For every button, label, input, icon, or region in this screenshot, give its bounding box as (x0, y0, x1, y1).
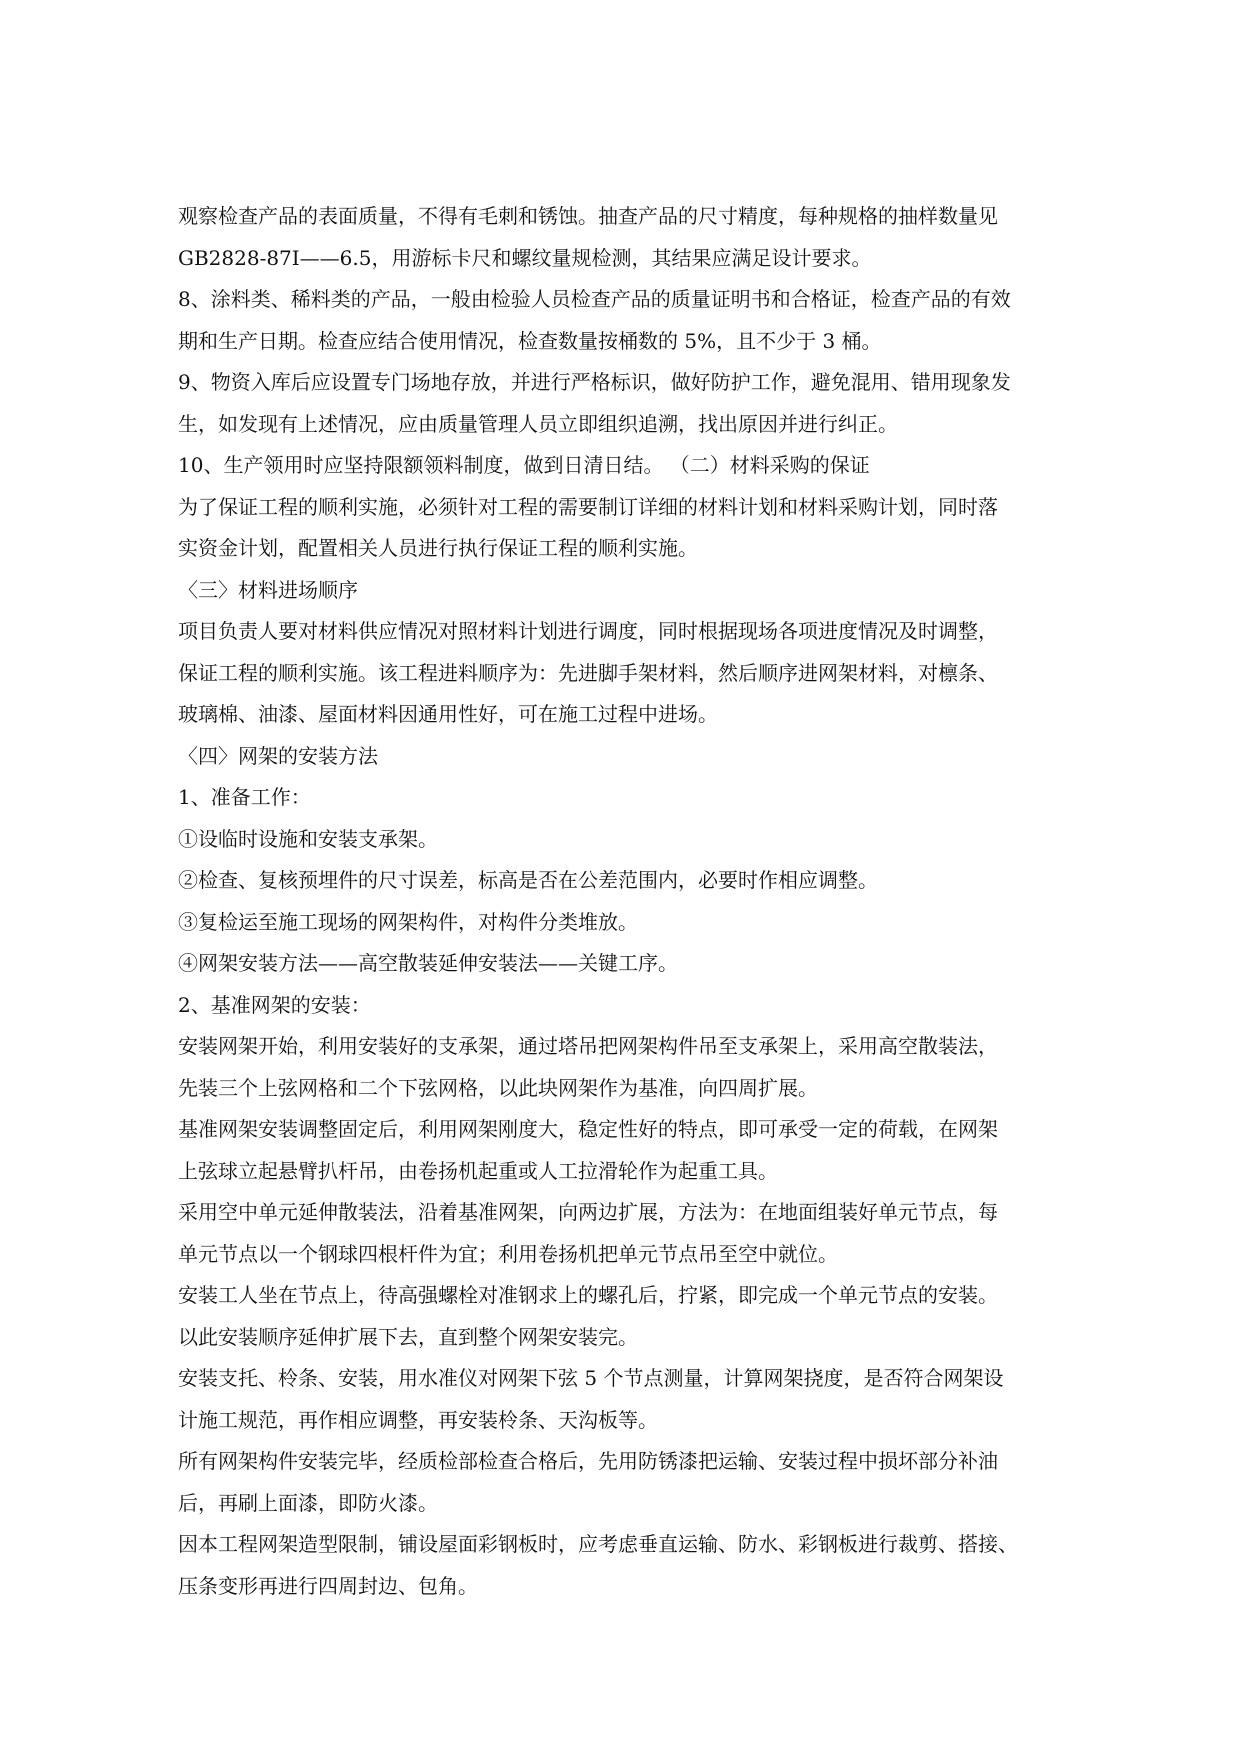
section-heading: 〈四〉网架的安装方法 (178, 743, 378, 768)
text-line: 10、生产领用时应坚持限额领料制度，做到日清日结。 （二）材料采购的保证 (178, 453, 870, 477)
text-line: 单元节点以一个钢球四根杆件为宜；利用卷扬机把单元节点吊至空中就位。 (178, 1241, 838, 1266)
list-item: ③复检运至施工现场的网架构件，对构件分类堆放。 (178, 909, 638, 934)
text-line: 安装支托、柃条、安装，用水准仪对网架下弦 5 个节点测量，计算网架挠度，是否符合网架设 (178, 1366, 1004, 1390)
section-heading: 〈三〉材料进场顺序 (178, 577, 358, 602)
document-body (178, 196, 1098, 1607)
text-line: 压条变形再进行四周封边、包角。 (178, 1573, 478, 1598)
text-line: 后，再刷上面漆，即防火漆。 (178, 1490, 438, 1515)
text-line: 因本工程网架造型限制，铺设屋面彩钢板时，应考虑垂直运输、防水、彩钢板进行裁剪、搭接、 (178, 1532, 1018, 1556)
text-line: 9、物资入库后应设置专门场地存放，并进行严格标识，做好防护工作，避免混用、错用现象发 (178, 370, 1011, 394)
subsection-heading: 1、准备工作： (178, 785, 311, 809)
text-line: 保证工程的顺利实施。该工程进料顺序为：先进脚手架材料，然后顺序进网架材料，对檩条、 (178, 660, 998, 685)
text-line: 计施工规范，再作相应调整，再安装柃条、天沟板等。 (178, 1407, 658, 1432)
text-line: 为了保证工程的顺利实施，必须针对工程的需要制订详细的材料计划和材料采购计划，同时落 (178, 494, 998, 519)
text-line: 采用空中单元延伸散装法，沿着基准网架，向两边扩展，方法为：在地面组装好单元节点，每 (178, 1200, 998, 1224)
text-line: 玻璃棉、油漆、屋面材料因通用性好，可在施工过程中进场。 (178, 702, 718, 726)
text-line: 生，如发现有上述情况，应由质量管理人员立即组织追溯，找出原因并进行纠正。 (178, 411, 898, 436)
list-item: ①设临时设施和安装支承架。 (178, 826, 438, 851)
text-line: 实资金计划，配置相关人员进行执行保证工程的顺利实施。 (178, 536, 698, 560)
text-line: GB2828-87I——6.5，用游标卡尺和螺纹量规检测，其结果应满足设计要求。 (178, 245, 872, 270)
text-line: 上弦球立起悬臂扒杆吊，由卷扬机起重或人工拉滑轮作为起重工具。 (178, 1158, 778, 1183)
text-line: 8、涂料类、稀料类的产品，一般由检验人员检查产品的质量证明书和合格证，检查产品的有效 (178, 287, 1011, 311)
list-item: ④网架安装方法——高空散装延伸安装法——关键工序。 (178, 951, 678, 975)
text-line: 安装网架开始，利用安装好的支承架，通过塔吊把网架构件吊至支承架上，采用高空散装法， (178, 1034, 998, 1058)
text-line: 期和生产日期。检查应结合使用情况，检查数量按桶数的 5%，且不少于 3 桶。 (178, 328, 882, 353)
subsection-heading: 2、基准网架的安装： (178, 992, 371, 1017)
text-line: 所有网架构件安装完毕，经质检部检查合格后，先用防锈漆把运输、安装过程中损坏部分补油 (178, 1449, 998, 1473)
text-line: 基准网架安装调整固定后，利用网架刚度大，稳定性好的特点，即可承受一定的荷载，在网架 (178, 1117, 998, 1141)
list-item: ②检查、复核预埋件的尺寸误差，标高是否在公差范围内，必要时作相应调整。 (178, 868, 878, 892)
text-line: 项目负责人要对材料供应情况对照材料计划进行调度，同时根据现场各项进度情况及时调整， (178, 619, 998, 643)
text-line: 观察检查产品的表面质量，不得有毛刺和锈蚀。抽查产品的尺寸精度，每种规格的抽样数量见 (178, 204, 998, 228)
text-line: 先装三个上弦网格和二个下弦网格，以此块网架作为基准，向四周扩展。 (178, 1075, 818, 1100)
text-line: 安装工人坐在节点上，待高强螺栓对准钢求上的螺孔后，拧紧，即完成一个单元节点的安装。 (178, 1283, 998, 1307)
text-line: 以此安装顺序延伸扩展下去，直到整个网架安装完。 (178, 1324, 638, 1349)
